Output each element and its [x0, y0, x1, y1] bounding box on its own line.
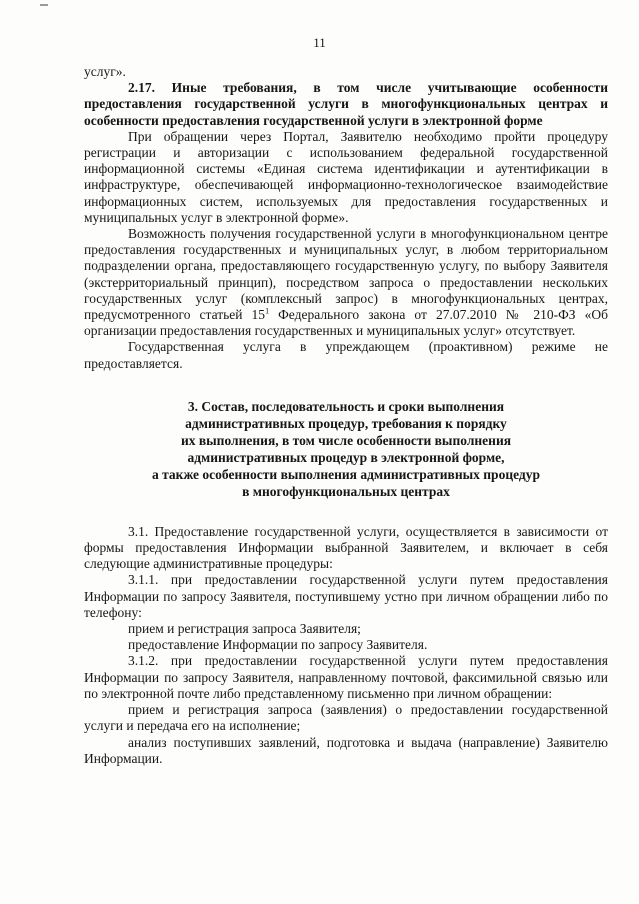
list-item-3-1-1-b: предоставление Информации по запросу Заявителя.: [128, 637, 428, 653]
section-3-heading: [84, 398, 608, 500]
paragraph-3-1: 3.1. Предоставление государственной услуги, осуществляется в зависимости от формы предоставления Информации выбранной Заявителем, и включает в себя следующие административные процедуры:: [84, 523, 608, 572]
list-item-3-1-2-b: анализ поступивших заявлений, подготовка и выдача (направление) Заявителю Информации.: [84, 734, 608, 766]
document-body: [84, 64, 608, 767]
paragraph-mfc-text-after: Федерального закона от 27.07.2010 № 210-ФЗ «Об организации предоставления государственных и муниципальных услуг» отсутствует.: [84, 307, 608, 339]
list-item-3-1-1-a: прием и регистрация запроса Заявителя;: [128, 621, 361, 637]
paragraph-mfc-possibility: [84, 226, 608, 339]
scan-artifact: [40, 4, 48, 6]
section-3-heading-line: административных процедур, требования к порядку: [185, 415, 507, 431]
article-superscript: 1: [265, 306, 270, 316]
paragraph-3-1-1: 3.1.1. при предоставлении государственной услуги путем предоставления Информации по запросу Заявителя, поступившему устно при личном обращении либо по телефону:: [84, 572, 608, 620]
paragraph-proactive-mode: Государственная услуга в упреждающем (проактивном) режиме не предоставляется.: [84, 339, 608, 371]
paragraph-portal-registration: При обращении через Портал, Заявителю необходимо пройти процедуру регистрации и авторизации с использованием федеральной государственной информационной системы «Единая система идентификации и аутентификации в инфраструктуре, обеспечивающей информационно-технологическое взаимодействие информационных систем, используемых для предоставления государственных и муниципальных услуг в электронной форме».: [84, 128, 608, 225]
paragraph-continuation: услуг».: [84, 64, 126, 79]
section-3-heading-line: в многофункциональных центрах: [242, 483, 450, 499]
list-item-3-1-2-a: прием и регистрация запроса (заявления) о предоставлении государственной услуги и передача его на исполнение;: [84, 702, 608, 734]
section-2-17-heading: 2.17. Иные требования, в том числе учитывающие особенности предоставления государственной услуги в многофункциональных центрах и особенности предоставления государственной услуги в электронной форме: [84, 80, 608, 128]
section-3-heading-line: их выполнения, в том числе особенности выполнения: [180, 432, 512, 448]
paragraph-mfc-text-before: Возможность получения государственной услуги в многофункциональном центре предоставления государственных и муниципальных услуг, в любом территориальном подразделении органа, предоставляющего государственную услугу, по выбору Заявителя (экстерриториальный принцип), посредством запроса о предоставлении нескольких государственных услуг (комплексный запрос) в многофункциональных центрах, предусмотренного статьей 15: [84, 226, 608, 323]
section-3-heading-line: административных процедур в электронной форме,: [187, 449, 505, 465]
section-3-heading-line: 3. Состав, последовательность и сроки выполнения: [187, 398, 505, 414]
section-3-heading-line: а также особенности выполнения административных процедур: [152, 466, 540, 482]
page-number: 11: [313, 35, 326, 50]
paragraph-3-1-2: 3.1.2. при предоставлении государственной услуги путем предоставления Информации по запросу Заявителя, направленному почтовой, факсимильной связью или по электронной почте либо представленному письменно при личном обращении:: [84, 653, 608, 701]
